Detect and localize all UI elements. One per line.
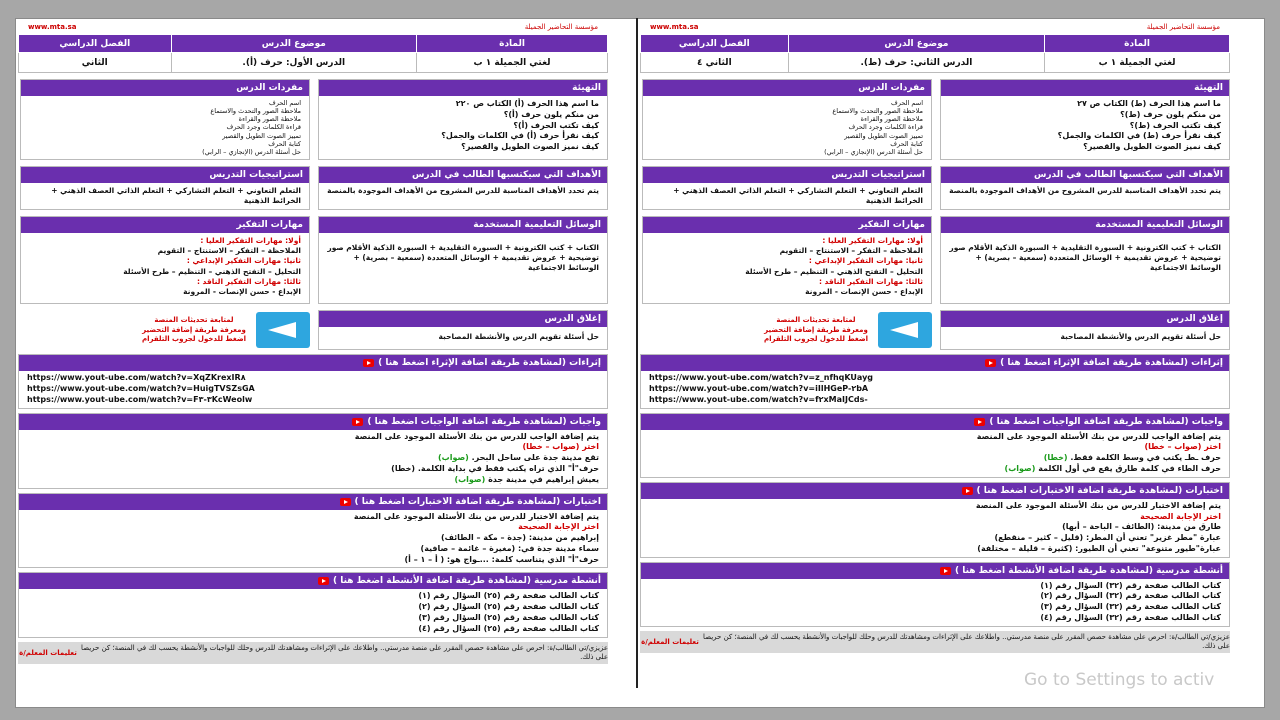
tests-intro: يتم إضافة الاختبار للدرس من بنك الأسئلة الموجود على المنصة [975, 500, 1221, 510]
vocab-line: ملاحظة الصور والقراءة [238, 115, 301, 124]
activation-watermark: Go to Settings to activ [1024, 670, 1215, 690]
youtube-icon[interactable] [985, 359, 996, 367]
org-name: مؤسسة التحاضير الجميلة [524, 23, 598, 31]
page-divider [636, 18, 638, 688]
thinking-l6: الإبداع - حسن الإنصات - المرونة [805, 286, 923, 296]
vocab-line: كتابة الحرف [268, 139, 301, 148]
promo-line[interactable]: اضغط للدخول لجروب التلقرام [763, 334, 868, 343]
tools-text: الكتاب + كتب الكترونية + السبورة التقليدية + السبورة الذكية الأقلام صور توضيحية + عروض تقديمية + الوسائل المتعددة (سمعية – بصرية) + الوسائط الاجتماعية [327, 243, 599, 273]
tools-box [940, 216, 1230, 304]
tests-title[interactable]: اختبارات (لمشاهدة طريقة اضافة الاختبارات اضغط هنا ) [976, 485, 1223, 496]
telegram-icon[interactable] [878, 312, 932, 348]
homework-q2: حرف الطاء في كلمة طارق يقع في أول الكلمة [1038, 463, 1221, 473]
warmup-box [940, 79, 1230, 160]
warmup-title: التهيئة [941, 80, 1229, 96]
vocab-line: ملاحظة الصور والتحدث والاستماع [210, 107, 301, 116]
enrich-title[interactable]: إثراءات (لمشاهدة طريقة اضافة الإثراء اضغط هنا ) [1000, 358, 1223, 369]
homework-a2: (صواب) [1004, 463, 1036, 473]
vocab-line: تمييز الصوت الطويل والقصير [222, 131, 301, 140]
activity-line: كتاب الطالب صفحة رقم (٣٢) السؤال رقم (١) [1040, 580, 1221, 590]
tools-box [318, 216, 608, 304]
teacher-notes-text: عزيزي/تي الطالب/ة: احرص على مشاهدة حصص المقرر على منصة مدرستي.. واطلاعك على الإثراءات ومشاهدتك للدرس وحلك للواجبات والأنشطة يحسب لك في المنصة؛ كن حريصا على ذلك. [703, 632, 1230, 650]
site-url[interactable]: www.mta.sa [28, 23, 77, 31]
youtube-icon[interactable] [318, 577, 329, 585]
activities-section [640, 562, 1230, 627]
telegram-promo[interactable] [20, 310, 310, 350]
activity-line: كتاب الطالب صفحة رقم (٣٢) السؤال رقم (٤) [1040, 613, 1221, 623]
promo-line[interactable]: اضغط للدخول لجروب التلقرام [141, 334, 246, 343]
page-top-row [640, 20, 1230, 34]
vocab-line: قراءة الكلمات وجرد الحرف [226, 123, 301, 132]
homework-title[interactable]: واجبات (لمشاهدة طريقة اضافة الواجبات اضغط هنا ) [367, 416, 601, 427]
tests-q3: حرف"أ" الذي يتناسب كلمة: ...ـواج هو: ( أ – ١ – أ) [404, 554, 599, 564]
strategies-title: استراتيجيات التدريس [643, 167, 931, 183]
topic-header: موضوع الدرس [788, 35, 1044, 53]
enrich-link[interactable]: https://www.yout-ube.com/watch?v=z_nfhqKUayg [649, 373, 874, 383]
homework-q1: تقع مدينة جدة على ساحل البحر. [471, 453, 599, 463]
vocab-line: كتابة الحرف [890, 139, 923, 148]
closing-title: إغلاق الدرس [941, 311, 1229, 327]
youtube-icon[interactable] [940, 567, 951, 575]
closing-box [318, 310, 608, 350]
thinking-l6: الإبداع - حسن الإنصات - المرونة [183, 286, 301, 296]
thinking-title: مهارات التفكير [643, 217, 931, 233]
warmup-line: من منكم يلون حرف (ط)؟ [1120, 109, 1221, 119]
telegram-promo[interactable] [642, 310, 932, 350]
thinking-l4: التحليل – التفتح الذهني – التنظيم – طرح الأسئلة [123, 266, 301, 276]
activity-line: كتاب الطالب صفحة رقم (٣٢) السؤال رقم (٢) [1040, 591, 1221, 601]
goals-title: الأهداف التي سيكتسبها الطالب في الدرس [319, 167, 607, 183]
strategies-text: التعلم التعاوني + التعلم التشاركي + التعلم الذاتي العصف الذهني + الخرائط الذهنية [51, 185, 301, 205]
homework-choose: اختر (صواب – خطا) [1144, 442, 1221, 452]
vocab-box [642, 79, 932, 160]
subject-header: المادة [417, 35, 608, 53]
goals-box [318, 166, 608, 210]
tests-q1: طارق من مدينة: (الطائف – الباحة – أبها) [1062, 522, 1221, 532]
thinking-l4: التحليل – التفتح الذهني – التنظيم – طرح الأسئلة [745, 266, 923, 276]
warmup-line: كيف تكتب الحرف (ط)؟ [1129, 120, 1221, 130]
vocab-line: قراءة الكلمات وجرد الحرف [848, 123, 923, 132]
warmup-line: ما اسم هذا الحرف (أ) الكتاب ص ٢٢٠ [455, 99, 599, 108]
youtube-icon[interactable] [352, 418, 363, 426]
telegram-icon[interactable] [256, 312, 310, 348]
tests-q2: عبارة "مطر غزير" تعني أن المطر: (قليل – كثير – منقطع) [994, 533, 1221, 543]
thinking-l1: أولا: مهارات التفكير العليا : [822, 236, 923, 246]
goals-text: يتم تحدد الأهداف المناسبة للدرس المشروح من الأهداف الموجودة بالمنصة [949, 185, 1221, 195]
warmup-line: ما اسم هذا الحرف (ط) الكتاب ص ٢٧ [1077, 99, 1221, 108]
homework-intro: يتم إضافة الواجب للدرس من بنك الأسئلة الموجود على المنصة [354, 431, 599, 441]
strategies-box [20, 166, 310, 210]
closing-title: إغلاق الدرس [319, 311, 607, 327]
teacher-notes [18, 642, 608, 664]
warmup-line: كيف نميز الصوت الطويل والقصير؟ [461, 142, 599, 152]
teacher-notes [640, 631, 1230, 653]
homework-title[interactable]: واجبات (لمشاهدة طريقة اضافة الواجبات اضغط هنا ) [989, 416, 1223, 427]
tests-section [640, 482, 1230, 558]
thinking-l1: أولا: مهارات التفكير العليا : [200, 236, 301, 246]
warmup-line: من منكم يلون حرف (أ)؟ [503, 109, 599, 119]
topic-header: موضوع الدرس [171, 35, 417, 53]
enrich-link[interactable]: https://www.yout-ube.com/watch?v=HuigTVSZsGA [27, 383, 255, 393]
vocab-line: ملاحظة الصور والقراءة [860, 115, 923, 124]
thinking-l2: الملاحظة – التفكر – الاستنتاج – التقويم [779, 246, 923, 256]
youtube-icon[interactable] [340, 498, 351, 506]
tests-q1: إبراهيم من مدينة: (جدة – مكة – الطائف) [440, 533, 599, 543]
vocab-box [20, 79, 310, 160]
enrich-section [640, 354, 1230, 408]
activities-title[interactable]: أنشطة مدرسية (لمشاهدة طريقة اضافة الأنشطة اضغط هنا ) [954, 565, 1223, 576]
activities-section [18, 572, 608, 637]
promo-line: لمتابعة تحديثات المنصة [154, 316, 234, 325]
warmup-title: التهيئة [319, 80, 607, 96]
activities-title[interactable]: أنشطة مدرسية (لمشاهدة طريقة اضافة الأنشطة اضغط هنا ) [332, 576, 601, 587]
tests-title[interactable]: اختبارات (لمشاهدة طريقة اضافة الاختبارات اضغط هنا ) [354, 496, 601, 507]
teacher-notes-label: تعليمات المعلم/ة [19, 648, 77, 657]
tools-title: الوسائل التعليمية المستخدمة [941, 217, 1229, 233]
teacher-notes-text: عزيزي/تي الطالب/ة: احرص على مشاهدة حصص المقرر على منصة مدرستي.. واطلاعك على الإثراءات ومشاهدتك للدرس وحلك للواجبات والأنشطة يحسب لك في المنصة؛ كن حريصا على ذلك. [81, 643, 608, 661]
strategies-title: استراتيجيات التدريس [21, 167, 309, 183]
lesson-info-table [640, 34, 1230, 73]
tools-text: الكتاب + كتب الكترونية + السبورة التقليدية + السبورة الذكية الأقلام صور توضيحية + عروض تقديمية + الوسائل المتعددة (سمعية – بصرية) + الوسائط الاجتماعية [949, 243, 1221, 273]
youtube-icon[interactable] [974, 418, 985, 426]
vocab-line: اسم الحرف [269, 99, 301, 107]
tests-choose: اختر الإجابة الصحيحة [1140, 511, 1221, 521]
lesson-page-2 [640, 20, 1230, 670]
closing-box [940, 310, 1230, 350]
warmup-line: كيف نقرأ حرف (أ) في الكلمات والجمل؟ [441, 131, 599, 141]
vocab-line: حل أسئلة الدرس (الإنجازي – الرابي) [824, 147, 923, 156]
homework-q1: حرف ـطـ يكتب في وسط الكلمة فقط. [1070, 453, 1221, 463]
activity-line: كتاب الطالب صفحة رقم (٣٢) السؤال رقم (٣) [1040, 602, 1221, 612]
thinking-l3: ثانيا: مهارات التفكير الإبداعي : [808, 256, 923, 266]
homework-q2: حرف"أ" الذي تراه يكتب فقط في بداية الكلمة. (خطا) [391, 463, 599, 473]
tests-q2: سماء مدينة جدة في: (مغيرة – غائمة – صافية) [420, 543, 599, 553]
enrich-link[interactable]: https://www.yout-ube.com/watch?v=XqZKrexIR٨ [27, 373, 246, 383]
term-header: الفصل الدراسي [641, 35, 789, 53]
youtube-icon[interactable] [962, 487, 973, 495]
goals-box [940, 166, 1230, 210]
vocab-title: مفردات الدرس [21, 80, 309, 96]
thinking-box [20, 216, 310, 304]
site-url[interactable]: www.mta.sa [650, 23, 699, 31]
vocab-line: حل أسئلة الدرس (الإنجازي – الرابي) [202, 147, 301, 156]
tests-intro: يتم إضافة الاختبار للدرس من بنك الأسئلة الموجود على المنصة [353, 511, 599, 521]
activity-line: كتاب الطالب صفحة رقم (٢٥) السؤال رقم (١) [418, 591, 599, 601]
thinking-box [642, 216, 932, 304]
youtube-icon[interactable] [363, 359, 374, 367]
warmup-line: كيف نقرأ حرف (ط) في الكلمات والجمل؟ [1057, 131, 1221, 141]
closing-text: حل أسئلة تقويم الدرس والأنشطة المصاحبة [1060, 332, 1221, 342]
thinking-l5: ثالثا: مهارات التفكير الناقد : [196, 276, 301, 286]
activity-line: كتاب الطالب صفحة رقم (٢٥) السؤال رقم (٤) [418, 623, 599, 633]
teacher-notes-label: تعليمات المعلم/ة [641, 637, 699, 646]
thinking-l2: الملاحظة – التفكر – الاستنتاج – التقويم [157, 246, 301, 256]
warmup-line: كيف نميز الصوت الطويل والقصير؟ [1083, 142, 1221, 152]
strategies-text: التعلم التعاوني + التعلم التشاركي + التعلم الذاتي العصف الذهني + الخرائط الذهنية [673, 185, 923, 205]
goals-text: يتم تحدد الأهداف المناسبة للدرس المشروح من الأهداف الموجودة بالمنصة [327, 185, 599, 195]
enrich-link[interactable]: https://www.yout-ube.com/watch?v=iIlHGeP-٢bA [649, 383, 869, 393]
tests-section [18, 493, 608, 569]
subject-value: لغتي الجميلة ١ ب [1045, 53, 1230, 73]
term-value: الثاني ٤ [641, 53, 789, 73]
activity-line: كتاب الطالب صفحة رقم (٢٥) السؤال رقم (٢) [418, 602, 599, 612]
topic-value: الدرس الثاني: حرف (ط). [788, 53, 1044, 73]
closing-text: حل أسئلة تقويم الدرس والأنشطة المصاحبة [438, 332, 599, 342]
enrich-section [18, 354, 608, 408]
tests-choose: اختر الإجابة الصحيحة [518, 522, 599, 532]
enrich-link[interactable]: https://www.yout-ube.com/watch?v=F٣-٣KcWeolw [27, 394, 253, 404]
vocab-line: ملاحظة الصور والتحدث والاستماع [832, 107, 923, 116]
homework-choose: اختر (صواب – خطا) [522, 442, 599, 452]
warmup-box [318, 79, 608, 160]
activity-line: كتاب الطالب صفحة رقم (٢٥) السؤال رقم (٣) [418, 613, 599, 623]
promo-line: لمتابعة تحديثات المنصة [776, 316, 856, 325]
term-header: الفصل الدراسي [19, 35, 172, 53]
org-name: مؤسسة التحاضير الجميلة [1146, 23, 1220, 31]
strategies-box [642, 166, 932, 210]
lesson-page-1 [18, 20, 608, 670]
thinking-l5: ثالثا: مهارات التفكير الناقد : [818, 276, 923, 286]
homework-a1: (صواب) [438, 453, 469, 463]
page-top-row [18, 20, 608, 34]
subject-header: المادة [1045, 35, 1230, 53]
homework-section [18, 413, 608, 489]
topic-value: الدرس الأول: حرف (أ). [171, 53, 417, 73]
thinking-title: مهارات التفكير [21, 217, 309, 233]
thinking-l3: ثانيا: مهارات التفكير الإبداعي : [186, 256, 301, 266]
vocab-line: اسم الحرف [891, 99, 923, 107]
homework-section [640, 413, 1230, 478]
homework-intro: يتم إضافة الواجب للدرس من بنك الأسئلة الموجود على المنصة [976, 431, 1221, 441]
tests-q3: عبارة"طيور متنوعة" تعني أن الطيور: (كثيرة – قليلة – مختلفة) [977, 543, 1221, 553]
term-value: الثاني [19, 53, 172, 73]
tools-title: الوسائل التعليمية المستخدمة [319, 217, 607, 233]
homework-a3: (صواب) [454, 474, 486, 484]
vocab-title: مفردات الدرس [643, 80, 931, 96]
promo-line: ومعرفة طريقة إضافة التحضير [142, 325, 246, 334]
lesson-info-table [18, 34, 608, 73]
promo-line: ومعرفة طريقة إضافة التحضير [764, 325, 868, 334]
enrich-title[interactable]: إثراءات (لمشاهدة طريقة اضافة الإثراء اضغط هنا ) [378, 358, 601, 369]
warmup-line: كيف تكتب الحرف (أ)؟ [513, 120, 599, 130]
vocab-line: تمييز الصوت الطويل والقصير [844, 131, 923, 140]
homework-a1: (خطا) [1043, 453, 1068, 463]
subject-value: لغتي الجميلة ١ ب [417, 53, 608, 73]
enrich-link[interactable]: https://www.yout-ube.com/watch?v=f٢xMaIJCds- [649, 394, 868, 404]
homework-q3: يعيش إبراهيم في مدينة جدة [488, 474, 599, 484]
goals-title: الأهداف التي سيكتسبها الطالب في الدرس [941, 167, 1229, 183]
